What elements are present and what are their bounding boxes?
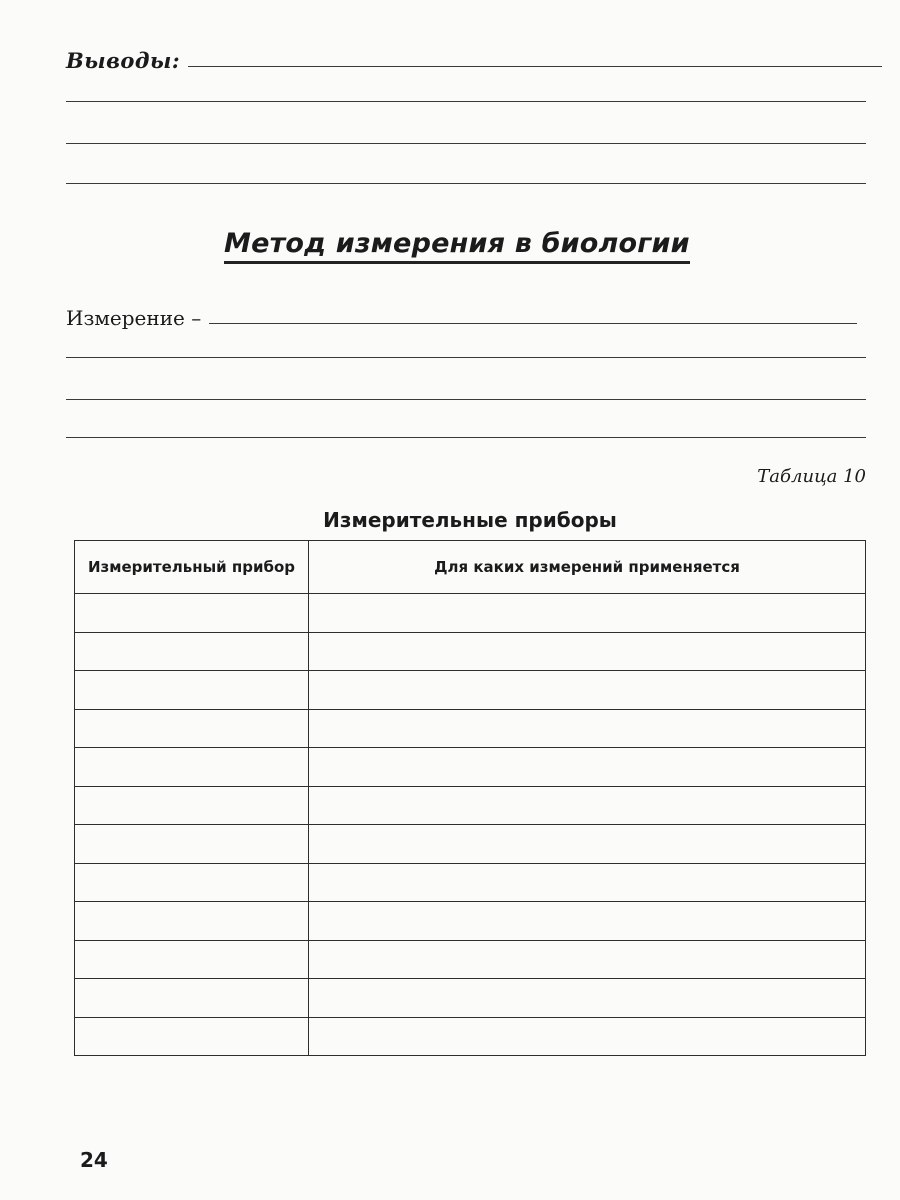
usage-cell[interactable] [309,863,866,902]
usage-cell[interactable] [309,825,866,864]
table-header-row [75,541,866,594]
usage-cell[interactable] [309,594,866,633]
table-row [75,863,866,902]
measurement-write-line[interactable] [66,398,866,400]
table-row [75,902,866,941]
measurement-write-line[interactable] [66,436,866,438]
usage-cell[interactable] [309,709,866,748]
conclusions-write-line[interactable] [188,65,882,67]
header-instrument: Измерительный прибор [75,541,309,594]
usage-cell[interactable] [309,979,866,1018]
table-row [75,825,866,864]
conclusions-write-line[interactable] [66,100,866,102]
usage-cell[interactable] [309,786,866,825]
measurement-write-line[interactable] [209,322,857,324]
instrument-cell[interactable] [75,709,309,748]
instrument-cell[interactable] [75,786,309,825]
table-row [75,594,866,633]
conclusions-write-line[interactable] [66,142,866,144]
instrument-cell[interactable] [75,940,309,979]
measurement-row [66,306,857,330]
conclusions-label: Выводы: [66,48,181,73]
usage-cell[interactable] [309,632,866,671]
page-number: 24 [80,1148,108,1172]
instrument-cell[interactable] [75,825,309,864]
instrument-cell[interactable] [75,632,309,671]
usage-cell[interactable] [309,748,866,787]
instruments-table [74,540,866,1056]
instrument-cell[interactable] [75,594,309,633]
instrument-cell[interactable] [75,863,309,902]
table-row [75,979,866,1018]
instrument-cell[interactable] [75,671,309,710]
instrument-cell[interactable] [75,902,309,941]
measurement-write-line[interactable] [66,356,866,358]
usage-cell[interactable] [309,671,866,710]
measurement-label: Измерение – [66,306,202,330]
table-caption: Таблица 10 [757,466,866,487]
conclusions-write-line[interactable] [66,182,866,184]
section-title: Метод измерения в биологии [224,228,690,264]
table-row [75,632,866,671]
instrument-cell[interactable] [75,979,309,1018]
table-row [75,671,866,710]
table-row [75,940,866,979]
conclusions-row [66,48,882,73]
table-row [75,709,866,748]
table-row [75,1017,866,1056]
instrument-cell[interactable] [75,748,309,787]
usage-cell[interactable] [309,1017,866,1056]
table-row [75,748,866,787]
usage-cell[interactable] [309,902,866,941]
usage-cell[interactable] [309,940,866,979]
table-row [75,786,866,825]
table-title: Измерительные приборы [323,508,617,532]
instrument-cell[interactable] [75,1017,309,1056]
header-usage: Для каких измерений применяется [309,541,866,594]
